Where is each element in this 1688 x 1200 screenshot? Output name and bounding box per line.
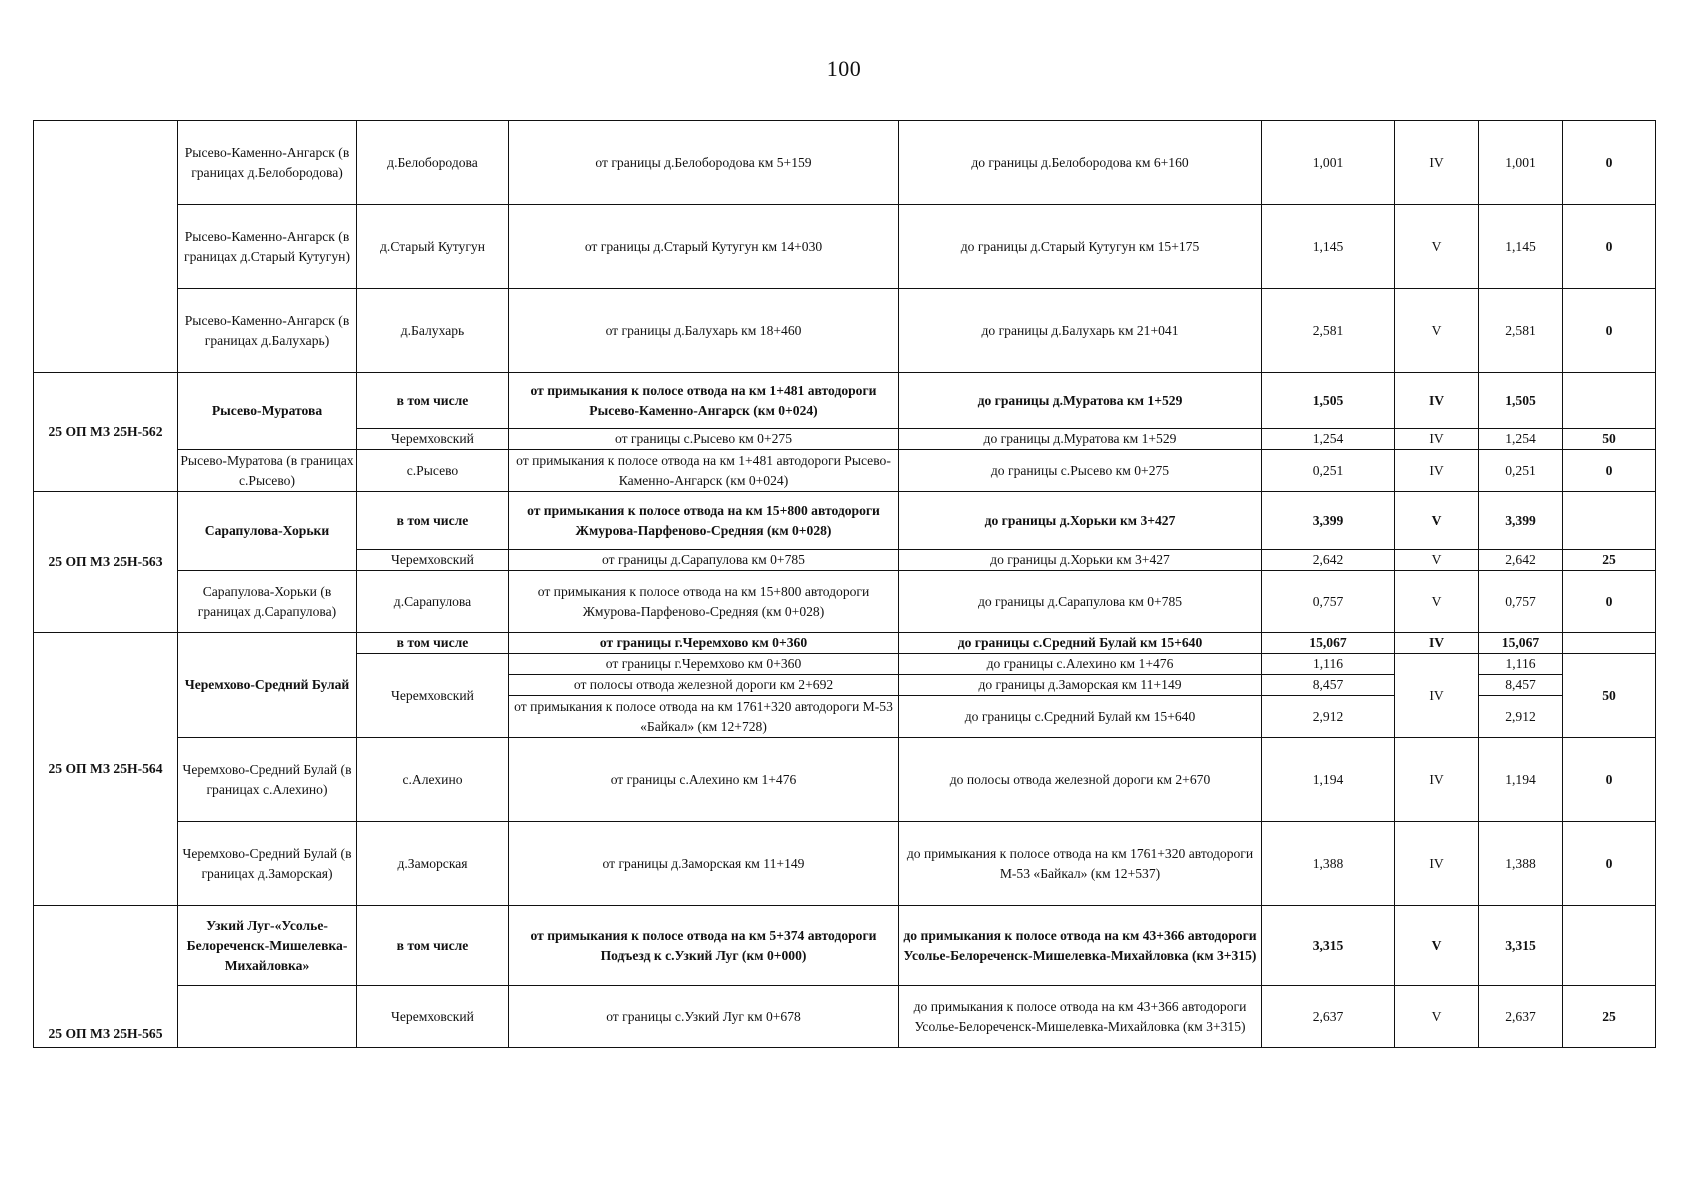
extra-value-cell: 0 bbox=[1563, 822, 1656, 906]
table-row bbox=[34, 738, 1656, 822]
start-cell: от границы г.Черемхово км 0+360 bbox=[509, 633, 899, 654]
end-cell: до границы д.Заморская км 11+149 bbox=[899, 675, 1262, 696]
road-name-cell: Рысево-Каменно-Ангарск (в границах д.Белобородова) bbox=[178, 121, 357, 205]
extra-value-cell: 0 bbox=[1563, 738, 1656, 822]
category-cell: V bbox=[1395, 571, 1479, 633]
start-cell: от границы г.Черемхово км 0+360 bbox=[509, 654, 899, 675]
road-name-cell: Черемхово-Средний Булай bbox=[178, 633, 357, 738]
length-cell: 3,399 bbox=[1262, 492, 1395, 550]
start-cell: от примыкания к полосе отвода на км 5+374 автодороги Подъезд к с.Узкий Луг (км 0+000) bbox=[509, 906, 899, 986]
extra-value-cell: 0 bbox=[1563, 289, 1656, 373]
extra-value-cell: 50 bbox=[1563, 654, 1656, 738]
start-cell: от примыкания к полосе отвода на км 1761+320 автодороги М-53 «Байкал» (км 12+728) bbox=[509, 696, 899, 738]
road-code-cell: 25 ОП МЗ 25Н-563 bbox=[34, 492, 178, 633]
table-row bbox=[34, 121, 1656, 205]
category-cell: IV bbox=[1395, 738, 1479, 822]
extra-value-cell: 25 bbox=[1563, 986, 1656, 1048]
category-cell: IV bbox=[1395, 121, 1479, 205]
length-cell: 15,067 bbox=[1262, 633, 1395, 654]
table-row bbox=[34, 822, 1656, 906]
road-name-cell: Черемхово-Средний Булай (в границах д.Заморская) bbox=[178, 822, 357, 906]
category-cell: V bbox=[1395, 550, 1479, 571]
page-number: 100 bbox=[826, 56, 862, 81]
locality-cell: д.Белобородова bbox=[357, 121, 509, 205]
start-cell: от примыкания к полосе отвода на км 1+481 автодороги Рысево-Каменно-Ангарск (км 0+024) bbox=[509, 450, 899, 492]
table-row bbox=[34, 205, 1656, 289]
category-cell: V bbox=[1395, 906, 1479, 986]
road-code-cell: 25 ОП МЗ 25Н-562 bbox=[34, 373, 178, 492]
category-cell: V bbox=[1395, 492, 1479, 550]
locality-cell: в том числе bbox=[357, 373, 509, 429]
start-cell: от границы д.Старый Кутугун км 14+030 bbox=[509, 205, 899, 289]
length-by-category-cell: 8,457 bbox=[1479, 675, 1563, 696]
length-by-category-cell: 1,001 bbox=[1479, 121, 1563, 205]
category-cell: IV bbox=[1395, 633, 1479, 654]
end-cell: до примыкания к полосе отвода на км 43+366 автодороги Усолье-Белореченск-Мишелевка-Михайловка (км 3+315) bbox=[899, 986, 1262, 1048]
length-cell: 8,457 bbox=[1262, 675, 1395, 696]
end-cell: до границы д.Старый Кутугун км 15+175 bbox=[899, 205, 1262, 289]
road-name-cell: Рысево-Муратова bbox=[178, 373, 357, 450]
road-code-cell: 25 ОП МЗ 25Н-564 bbox=[34, 633, 178, 906]
locality-cell: в том числе bbox=[357, 492, 509, 550]
length-cell: 2,581 bbox=[1262, 289, 1395, 373]
start-cell: от границы д.Балухарь км 18+460 bbox=[509, 289, 899, 373]
road-code-cell: 25 ОП МЗ 25Н-565 bbox=[34, 906, 178, 1048]
end-cell: до границы д.Хорьки км 3+427 bbox=[899, 550, 1262, 571]
extra-value-cell bbox=[1563, 492, 1656, 550]
length-by-category-cell: 3,399 bbox=[1479, 492, 1563, 550]
extra-value-cell bbox=[1563, 906, 1656, 986]
length-by-category-cell: 2,581 bbox=[1479, 289, 1563, 373]
locality-cell: в том числе bbox=[357, 633, 509, 654]
length-by-category-cell: 1,194 bbox=[1479, 738, 1563, 822]
length-by-category-cell: 3,315 bbox=[1479, 906, 1563, 986]
start-cell: от границы д.Заморская км 11+149 bbox=[509, 822, 899, 906]
road-name-cell: Рысево-Муратова (в границах с.Рысево) bbox=[178, 450, 357, 492]
category-cell: V bbox=[1395, 986, 1479, 1048]
end-cell: до границы с.Средний Булай км 15+640 bbox=[899, 633, 1262, 654]
length-by-category-cell: 0,251 bbox=[1479, 450, 1563, 492]
length-cell: 1,116 bbox=[1262, 654, 1395, 675]
road-name-cell: Рысево-Каменно-Ангарск (в границах д.Балухарь) bbox=[178, 289, 357, 373]
extra-value-cell: 50 bbox=[1563, 429, 1656, 450]
length-by-category-cell: 15,067 bbox=[1479, 633, 1563, 654]
end-cell: до границы д.Белобородова км 6+160 bbox=[899, 121, 1262, 205]
locality-cell: Черемховский bbox=[357, 654, 509, 738]
locality-cell: с.Алехино bbox=[357, 738, 509, 822]
length-by-category-cell: 2,637 bbox=[1479, 986, 1563, 1048]
end-cell: до границы д.Муратова км 1+529 bbox=[899, 429, 1262, 450]
road-name-cell: Черемхово-Средний Булай (в границах с.Алехино) bbox=[178, 738, 357, 822]
length-cell: 2,642 bbox=[1262, 550, 1395, 571]
length-cell: 1,145 bbox=[1262, 205, 1395, 289]
category-cell: IV bbox=[1395, 654, 1479, 738]
road-name-cell: Сарапулова-Хорьки (в границах д.Сарапулова) bbox=[178, 571, 357, 633]
end-cell: до границы д.Муратова км 1+529 bbox=[899, 373, 1262, 429]
length-by-category-cell: 1,388 bbox=[1479, 822, 1563, 906]
end-cell: до границы д.Хорьки км 3+427 bbox=[899, 492, 1262, 550]
road-name-cell bbox=[178, 986, 357, 1048]
length-cell: 2,637 bbox=[1262, 986, 1395, 1048]
start-cell: от примыкания к полосе отвода на км 15+800 автодороги Жмурова-Парфеново-Средняя (км 0+028) bbox=[509, 492, 899, 550]
locality-cell: с.Рысево bbox=[357, 450, 509, 492]
extra-value-cell: 0 bbox=[1563, 121, 1656, 205]
length-by-category-cell: 1,254 bbox=[1479, 429, 1563, 450]
locality-cell: Черемховский bbox=[357, 550, 509, 571]
start-cell: от границы д.Белобородова км 5+159 bbox=[509, 121, 899, 205]
end-cell: до границы д.Сарапулова км 0+785 bbox=[899, 571, 1262, 633]
locality-cell: Черемховский bbox=[357, 429, 509, 450]
category-cell: IV bbox=[1395, 373, 1479, 429]
length-by-category-cell: 1,145 bbox=[1479, 205, 1563, 289]
extra-value-cell bbox=[1563, 373, 1656, 429]
extra-value-cell bbox=[1563, 633, 1656, 654]
category-cell: V bbox=[1395, 289, 1479, 373]
end-cell: до примыкания к полосе отвода на км 1761+320 автодороги М-53 «Байкал» (км 12+537) bbox=[899, 822, 1262, 906]
locality-cell: в том числе bbox=[357, 906, 509, 986]
end-cell: до границы д.Балухарь км 21+041 bbox=[899, 289, 1262, 373]
end-cell: до границы с.Алехино км 1+476 bbox=[899, 654, 1262, 675]
locality-cell: Черемховский bbox=[357, 986, 509, 1048]
category-cell: V bbox=[1395, 205, 1479, 289]
table-row bbox=[34, 906, 1656, 986]
length-cell: 1,254 bbox=[1262, 429, 1395, 450]
category-cell: IV bbox=[1395, 429, 1479, 450]
length-cell: 0,757 bbox=[1262, 571, 1395, 633]
road-name-cell: Узкий Луг-«Усолье-Белореченск-Мишелевка-Михайловка» bbox=[178, 906, 357, 986]
length-cell: 1,001 bbox=[1262, 121, 1395, 205]
road-name-cell: Сарапулова-Хорьки bbox=[178, 492, 357, 571]
length-by-category-cell: 1,505 bbox=[1479, 373, 1563, 429]
table-row bbox=[34, 633, 1656, 654]
end-cell: до границы с.Средний Булай км 15+640 bbox=[899, 696, 1262, 738]
category-cell: IV bbox=[1395, 450, 1479, 492]
table-row bbox=[34, 373, 1656, 429]
table-row bbox=[34, 986, 1656, 1048]
start-cell: от примыкания к полосе отвода на км 1+481 автодороги Рысево-Каменно-Ангарск (км 0+024) bbox=[509, 373, 899, 429]
length-cell: 0,251 bbox=[1262, 450, 1395, 492]
road-name-cell: Рысево-Каменно-Ангарск (в границах д.Старый Кутугун) bbox=[178, 205, 357, 289]
length-by-category-cell: 2,912 bbox=[1479, 696, 1563, 738]
locality-cell: д.Сарапулова bbox=[357, 571, 509, 633]
length-cell: 1,505 bbox=[1262, 373, 1395, 429]
locality-cell: д.Заморская bbox=[357, 822, 509, 906]
length-by-category-cell: 2,642 bbox=[1479, 550, 1563, 571]
extra-value-cell: 25 bbox=[1563, 550, 1656, 571]
end-cell: до примыкания к полосе отвода на км 43+366 автодороги Усолье-Белореченск-Мишелевка-Михайловка (км 3+315) bbox=[899, 906, 1262, 986]
extra-value-cell: 0 bbox=[1563, 450, 1656, 492]
start-cell: от границы с.Узкий Луг км 0+678 bbox=[509, 986, 899, 1048]
category-cell: IV bbox=[1395, 822, 1479, 906]
start-cell: от полосы отвода железной дороги км 2+692 bbox=[509, 675, 899, 696]
start-cell: от границы с.Рысево км 0+275 bbox=[509, 429, 899, 450]
road-code-cell bbox=[34, 121, 178, 373]
locality-cell: д.Балухарь bbox=[357, 289, 509, 373]
locality-cell: д.Старый Кутугун bbox=[357, 205, 509, 289]
length-cell: 3,315 bbox=[1262, 906, 1395, 986]
table-row bbox=[34, 571, 1656, 633]
extra-value-cell: 0 bbox=[1563, 571, 1656, 633]
table-row bbox=[34, 450, 1656, 492]
length-cell: 2,912 bbox=[1262, 696, 1395, 738]
start-cell: от границы с.Алехино км 1+476 bbox=[509, 738, 899, 822]
end-cell: до границы с.Рысево км 0+275 bbox=[899, 450, 1262, 492]
start-cell: от границы д.Сарапулова км 0+785 bbox=[509, 550, 899, 571]
length-cell: 1,388 bbox=[1262, 822, 1395, 906]
roads-table bbox=[33, 120, 1656, 1048]
end-cell: до полосы отвода железной дороги км 2+670 bbox=[899, 738, 1262, 822]
start-cell: от примыкания к полосе отвода на км 15+800 автодороги Жмурова-Парфеново-Средняя (км 0+028) bbox=[509, 571, 899, 633]
length-cell: 1,194 bbox=[1262, 738, 1395, 822]
table-row bbox=[34, 289, 1656, 373]
length-by-category-cell: 0,757 bbox=[1479, 571, 1563, 633]
extra-value-cell: 0 bbox=[1563, 205, 1656, 289]
table-row bbox=[34, 492, 1656, 550]
length-by-category-cell: 1,116 bbox=[1479, 654, 1563, 675]
